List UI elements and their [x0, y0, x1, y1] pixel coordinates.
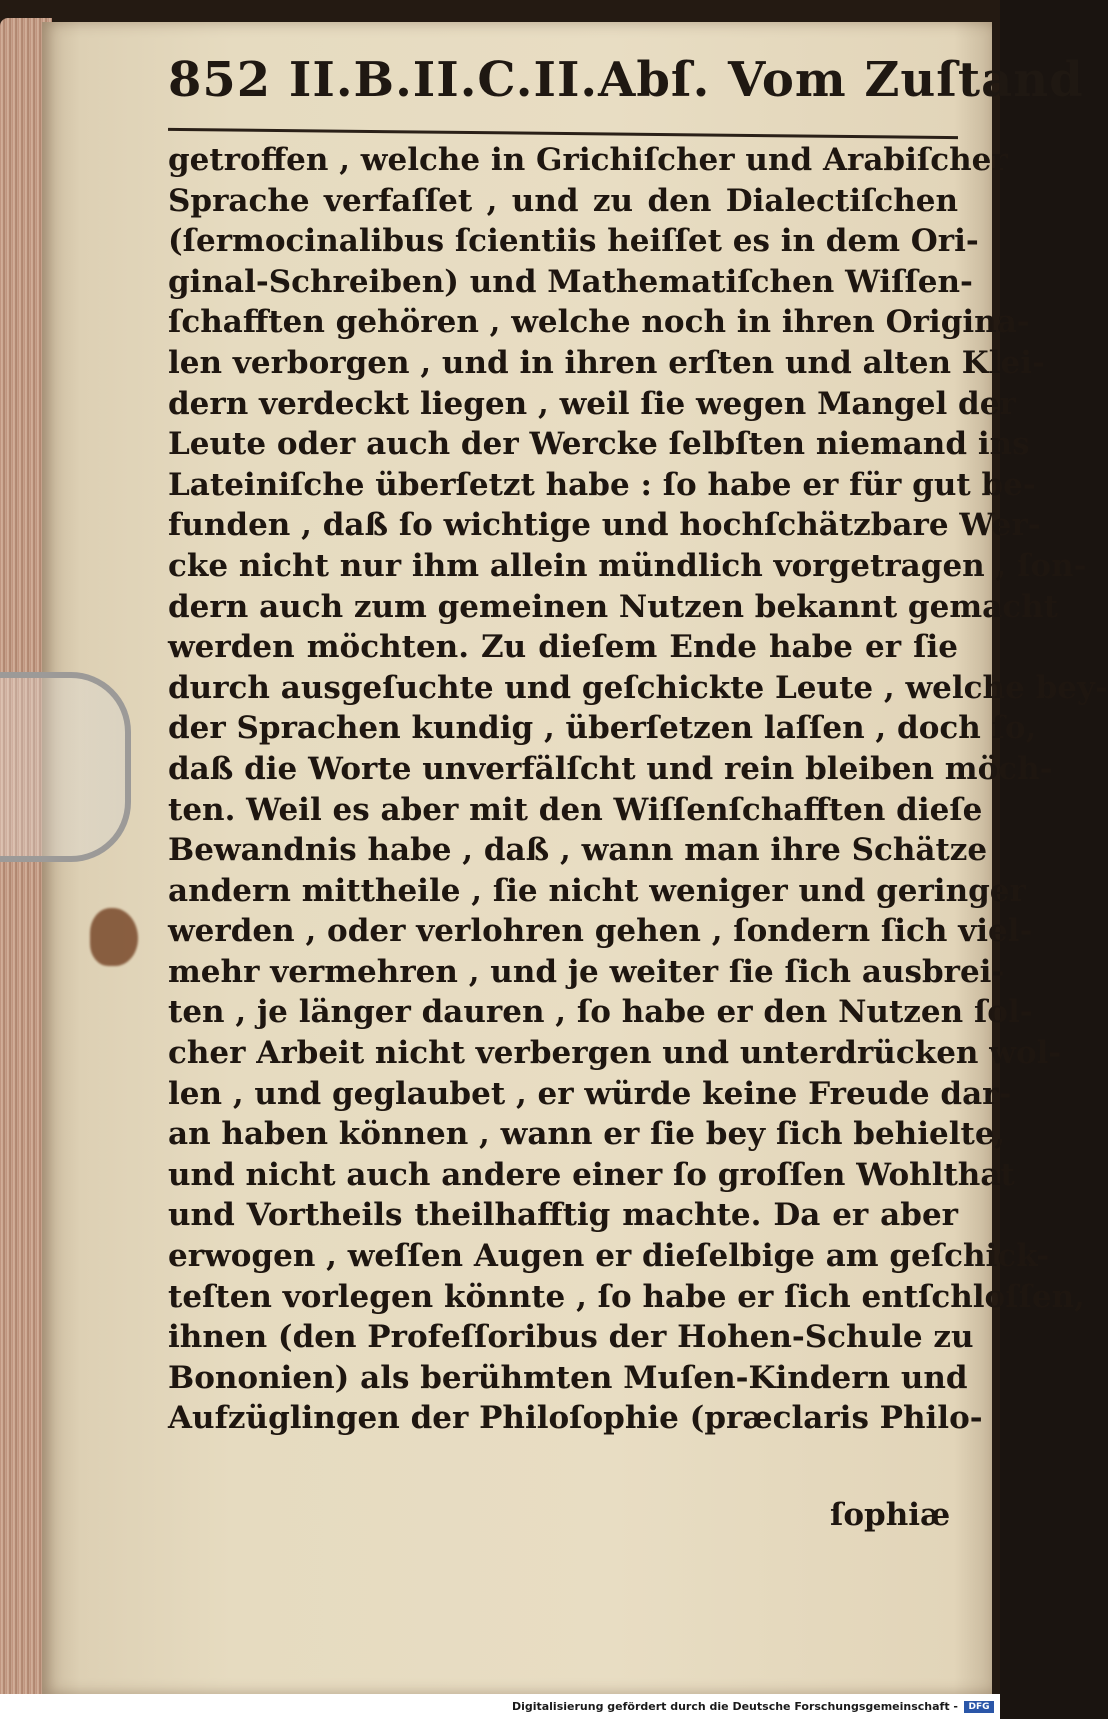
text-line: werden möchten. Zu dieſem Ende habe er ſie — [168, 629, 958, 666]
text-line: dern verdeckt liegen , weil ſie wegen Mangel der — [168, 385, 1016, 422]
text-line: Lateiniſche überſetzt habe : ſo habe er für gut be- — [168, 466, 1036, 503]
text-line: ginal-Schreiben) und Mathematiſchen Wiſſen- — [168, 263, 973, 300]
text-line: durch ausgeſuchte und geſchickte Leute , welche bey- — [168, 669, 1108, 706]
text-line: cher Arbeit nicht verbergen und unterdrücken wol- — [168, 1035, 1062, 1072]
text-line: dern auch zum gemeinen Nutzen bekannt gemacht — [168, 588, 1058, 625]
text-line: ihnen (den Profeſſoribus der Hohen-Schule zu — [168, 1319, 974, 1356]
text-line: Bewandnis habe , daß , wann man ihre Schätze — [168, 832, 988, 869]
text-line: an haben können , wann er ſie bey ſich behielte, — [168, 1116, 1006, 1153]
text-line: len , und geglaubet , er würde keine Freude dar- — [168, 1075, 1012, 1112]
text-line: cke nicht nur ihm allein mündlich vorgetragen , ſon- — [168, 547, 1087, 584]
text-line: Sprache verfaſſet , und zu den Dialectiſchen — [168, 182, 958, 219]
text-line: und Vortheils theilhafftig machte. Da er aber — [168, 1197, 958, 1234]
text-line: ſchafften gehören , welche noch in ihren Origina- — [168, 304, 1030, 341]
text-line: der Sprachen kundig , überſetzen laſſen , doch ſo, — [168, 710, 1037, 747]
ink-stain — [90, 908, 138, 966]
digitization-credit: Digitalisierung gefördert durch die Deutsche Forschungsgemeinschaft - — [511, 1700, 958, 1713]
text-line: ten , je länger dauren , ſo habe er den Nutzen ſol- — [168, 994, 1033, 1031]
text-line: funden , daß ſo wichtige und hochſchätzbare Wer- — [168, 507, 1041, 544]
text-line: Aufzüglingen der Philoſophie (præclaris Philo- — [168, 1400, 983, 1437]
text-line: len verborgen , und in ihren erſten und alten Klei- — [168, 344, 1045, 381]
body-text — [168, 140, 1108, 1439]
running-header: 852 II.B.II.C.II.Abſ. Vom Zuſtand — [168, 52, 1084, 108]
text-line: (ſermocinalibus ſcientiis heiſſet es in dem Ori- — [168, 223, 979, 260]
text-line: daß die Worte unverfälſcht und rein bleiben möch- — [168, 750, 1053, 787]
page-clip — [0, 672, 131, 862]
text-line: werden , oder verlohren gehen , ſondern ſich viel- — [168, 913, 1033, 950]
text-line: teſten vorlegen könnte , ſo habe er ſich entſchloſſen, — [168, 1278, 1085, 1315]
text-line: mehr vermehren , und je weiter ſie ſich ausbrei- — [168, 953, 1005, 990]
text-line: Bononien) als berühmten Muſen-Kindern und — [168, 1359, 968, 1396]
text-line: Leute oder auch der Wercke ſelbſten niemand ins — [168, 426, 1030, 463]
text-line: getroffen , welche in Grichiſcher und Arabiſcher — [168, 142, 1008, 178]
text-line: andern mittheile , ſie nicht weniger und geringer — [168, 872, 1026, 909]
text-line: und nicht auch andere einer ſo groſſen Wohlthat — [168, 1156, 1015, 1193]
text-line: ten. Weil es aber mit den Wiſſenſchafften dieſe — [168, 791, 983, 828]
dfg-logo: DFG — [964, 1701, 994, 1713]
text-line: erwogen , weſſen Augen er dieſelbige am geſchick- — [168, 1238, 1050, 1275]
catchword: ſophiæ — [830, 1497, 951, 1533]
